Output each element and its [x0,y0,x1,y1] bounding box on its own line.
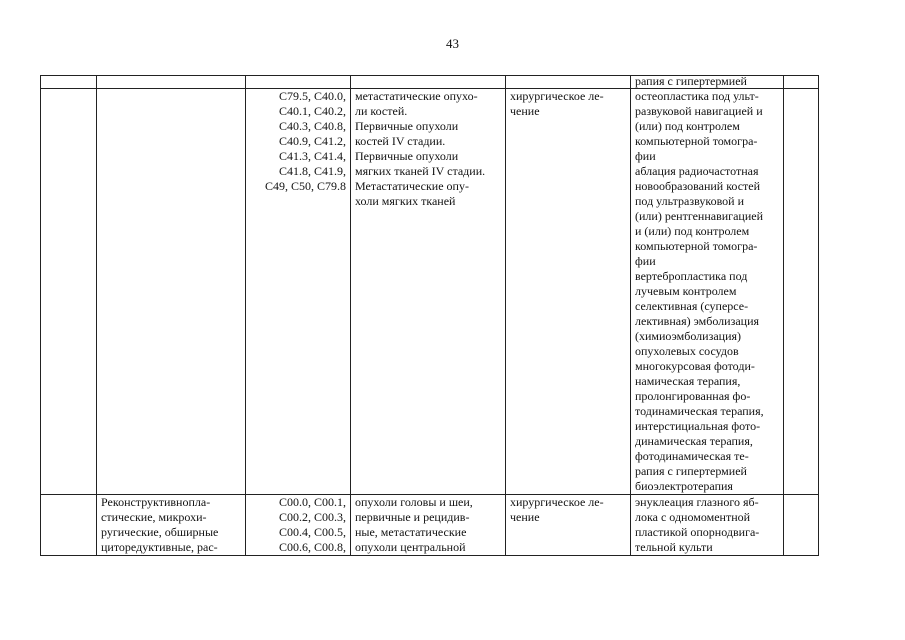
text-line: лучевым контролем [635,284,737,298]
text-line: пластикой опорнодвига- [635,525,760,539]
text-line: чение [510,510,540,524]
text-line: опухолевых сосудов [635,344,739,358]
text-line: тодинамическая терапия, [635,404,764,418]
text-line: компьютерной томогра- [635,134,758,148]
cell-codes [246,89,351,495]
text-line: остеопластика под ульт- [635,89,759,103]
cell-name [97,495,246,556]
text-line: ные, метастатические [355,525,467,539]
text-line: C40.9, C41.2, [278,134,346,148]
text-line: ругические, обширные [101,525,219,539]
text-line: и (или) под контролем [635,224,750,238]
text-line: C41.8, C41.9, [278,164,346,178]
text-line: C49, C50, C79.8 [264,179,346,193]
text-line: опухоли центральной [355,540,466,554]
text-line: биоэлектротерапия [635,479,733,493]
text-line: многокурсовая фотоди- [635,359,755,373]
text-line: метастатические опухо- [355,89,478,103]
text-line: аблация радиочастотная [635,164,759,178]
table-row [41,495,819,556]
text-line: циторедуктивные, рас- [101,540,218,554]
text-line: вертебропластика под [635,269,748,283]
text-line: пролонгированная фо- [635,389,751,403]
text-line: фии [635,254,656,268]
text-line: ли костей. [355,104,408,118]
cell-number [41,76,97,89]
cell-methods [631,89,784,495]
text-line: C00.4, C00.5, [278,525,346,539]
table-row [41,89,819,495]
text-line: фотодинамическая те- [635,449,749,463]
text-line: динамическая терапия, [635,434,753,448]
cell-methods [631,495,784,556]
text-line: селективная (суперсе- [635,299,749,313]
text-line: C00.2, C00.3, [278,510,346,524]
cell-name [97,89,246,495]
cell-codes [246,495,351,556]
text-line: развуковой навигацией и [635,104,763,118]
text-line: тельной культи [635,540,713,554]
cell-diagnosis [351,89,506,495]
text-line: новообразований костей [635,179,761,193]
cell-extra [784,495,819,556]
text-line: энуклеация глазного яб- [635,495,759,509]
text-line: чение [510,104,540,118]
text-line: C79.5, C40.0, [278,89,346,103]
text-line: рапия с гипертермией [635,464,747,478]
cell-diagnosis [351,76,506,89]
text-line: первичные и рецидив- [355,510,470,524]
text-line: намическая терапия, [635,374,741,388]
text-line: лока с одномоментной [635,510,751,524]
text-line: C00.6, C00.8, [278,540,346,554]
text-line: рапия с гипертермией [635,74,747,88]
cell-extra [784,76,819,89]
text-line: костей IV стадии. [355,134,446,148]
cell-extra [784,89,819,495]
text-line: стические, микрохи- [101,510,207,524]
text-line: хирургическое ле- [510,495,604,509]
text-line: мягких тканей IV стадии. [355,164,486,178]
text-line: (химиоэмболизация) [635,329,742,343]
text-line: (или) рентгеннавигацией [635,209,764,223]
text-line: Метастатические опу- [355,179,469,193]
cell-methods [631,76,784,89]
text-line: C40.1, C40.2, [278,104,346,118]
cell-diagnosis [351,495,506,556]
text-line: C00.0, C00.1, [278,495,346,509]
text-line: холи мягких тканей [355,194,456,208]
table-row [41,76,819,89]
cell-treatment [506,89,631,495]
text-line: под ультразвуковой и [635,194,745,208]
text-line: интерстициальная фото- [635,419,761,433]
cell-codes [246,76,351,89]
cell-treatment [506,76,631,89]
text-line: хирургическое ле- [510,89,604,103]
text-line: компьютерной томогра- [635,239,758,253]
text-line: (или) под контролем [635,119,740,133]
text-line: Реконструктивнопла- [101,495,211,509]
cell-treatment [506,495,631,556]
text-line: Первичные опухоли [355,119,459,133]
text-line: C41.3, C41.4, [278,149,346,163]
cell-name [97,76,246,89]
cell-number [41,89,97,495]
text-line: лективная) эмболизация [635,314,760,328]
page-number: 43 [446,36,459,51]
treatment-table [40,75,819,556]
text-line: фии [635,149,656,163]
text-line: опухоли головы и шеи, [355,495,473,509]
cell-number [41,495,97,556]
text-line: C40.3, C40.8, [278,119,346,133]
text-line: Первичные опухоли [355,149,459,163]
